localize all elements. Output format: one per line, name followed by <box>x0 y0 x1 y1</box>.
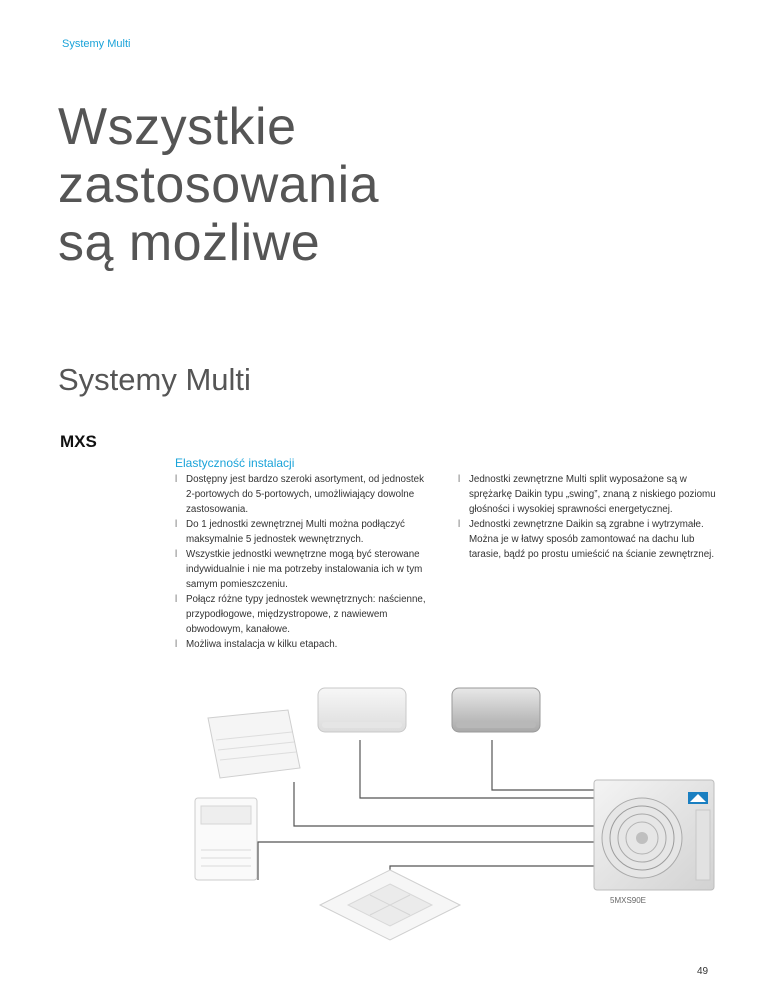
list-item: l Połącz różne typy jednostek wewnętrznych: naścienne, przypodłogowe, międzystropowe, z nawiewem obwodowym, kanałowe. <box>175 592 430 637</box>
outdoor-unit <box>594 780 714 890</box>
multi-split-diagram <box>0 670 768 960</box>
floor-console-unit <box>195 798 257 880</box>
product-code: MXS <box>60 432 97 451</box>
floor-unit-slim <box>208 710 300 778</box>
page-number: 49 <box>697 966 709 977</box>
page-title-line-3: są możliwe <box>58 214 321 273</box>
running-header: Systemy Multi <box>62 38 131 50</box>
left-bullet-list <box>175 472 430 652</box>
list-item: l Dostępny jest bardzo szeroki asortyment, od jednostek 2-portowych do 5-portowych, umożliwiający dowolne zastosowania. <box>175 472 430 517</box>
page-title <box>58 98 379 273</box>
section-subtitle: Systemy Multi <box>58 362 251 397</box>
ceiling-cassette-unit <box>320 870 460 940</box>
list-item: l Możliwa instalacja w kilku etapach. <box>175 637 430 652</box>
list-item: l Jednostki zewnętrzne Daikin są zgrabne i wytrzymałe. Można je w łatwy sposób zamontować na dachu lub tarasie, bądź po prostu umieścić na ścianie zewnętrznej. <box>458 517 723 562</box>
wall-unit-silver <box>452 688 540 732</box>
daikin-logo-icon <box>688 792 708 804</box>
outdoor-unit-label: 5MXS90E <box>610 896 647 905</box>
right-bullet-list <box>458 472 723 562</box>
list-item: l Do 1 jednostki zewnętrznej Multi można podłączyć maksymalnie 5 jednostek wewnętrznych. <box>175 517 430 547</box>
page-title-line-2: zastosowania <box>58 156 380 215</box>
page-title-line-1: Wszystkie <box>58 98 297 156</box>
list-item: l Wszystkie jednostki wewnętrzne mogą być sterowane indywidualnie i nie ma potrzeby instalowania ich w tym samym pomieszczeniu. <box>175 547 430 592</box>
wall-unit-white <box>318 688 406 732</box>
list-item: l Jednostki zewnętrzne Multi split wyposażone są w sprężarkę Daikin typu „swing”, znaną z niskiego poziomu głośności i wysokiej sprawności energetycznej. <box>458 472 723 517</box>
column-heading: Elastyczność instalacji <box>175 456 295 470</box>
